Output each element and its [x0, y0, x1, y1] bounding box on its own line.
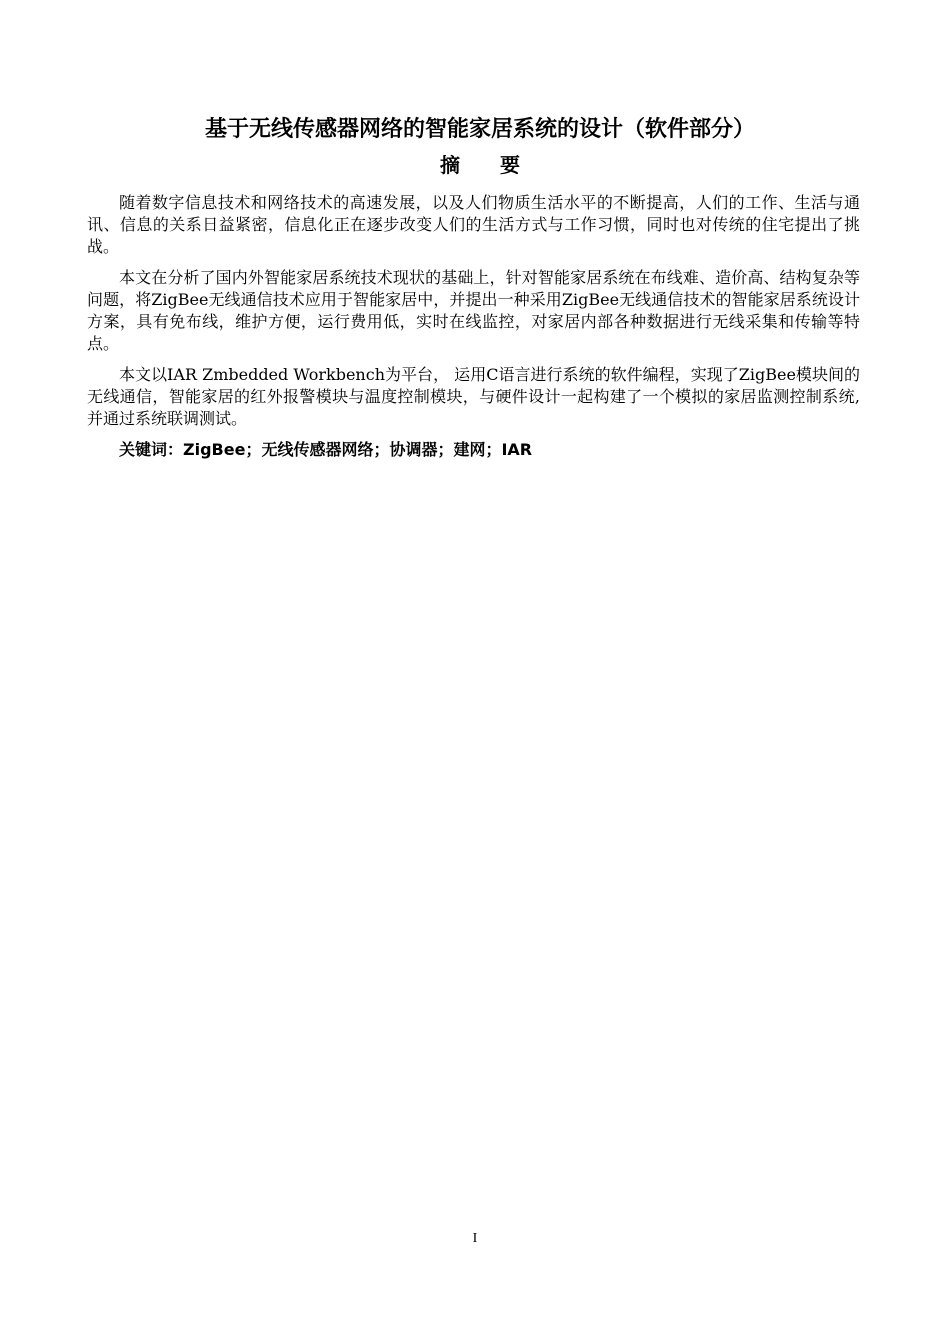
page-number: I: [472, 1231, 478, 1246]
document-title: 基于无线传感器网络的智能家居系统的设计（软件部分）: [204, 117, 755, 142]
abstract-paragraph: 随着数字信息技术和网络技术的高速发展，以及人们物质生活水平的不断提高，人们的工作、生活与通讯、信息的关系日益紧密，信息化正在逐步改变人们的生活方式与工作习惯，同时也对传统的住宅提出了挑战。: [87, 193, 860, 256]
abstract-paragraph: 本文在分析了国内外智能家居系统技术现状的基础上，针对智能家居系统在布线难、造价高、结构复杂等问题，将ZigBee无线通信技术应用于智能家居中，并提出一种采用ZigBee无线通信技术的智能家居系统设计方案，具有免布线，维护方便，运行费用低，实时在线监控，对家居内部各种数据进行无线采集和传输等特点。: [87, 268, 860, 353]
abstract-body: [87, 192, 860, 461]
abstract-paragraph: 本文以IAR Zmbedded Workbench为平台， 运用C语言进行系统的软件编程，实现了ZigBee模块间的无线通信，智能家居的红外报警模块与温度控制模块，与硬件设计一起构建了一个模拟的家居监测控制系统,并通过系统联调测试。: [87, 365, 860, 428]
abstract-heading: 摘要: [440, 153, 560, 177]
keywords-line: 关键词：ZigBee；无线传感器网络；协调器；建网；IAR: [119, 440, 533, 459]
